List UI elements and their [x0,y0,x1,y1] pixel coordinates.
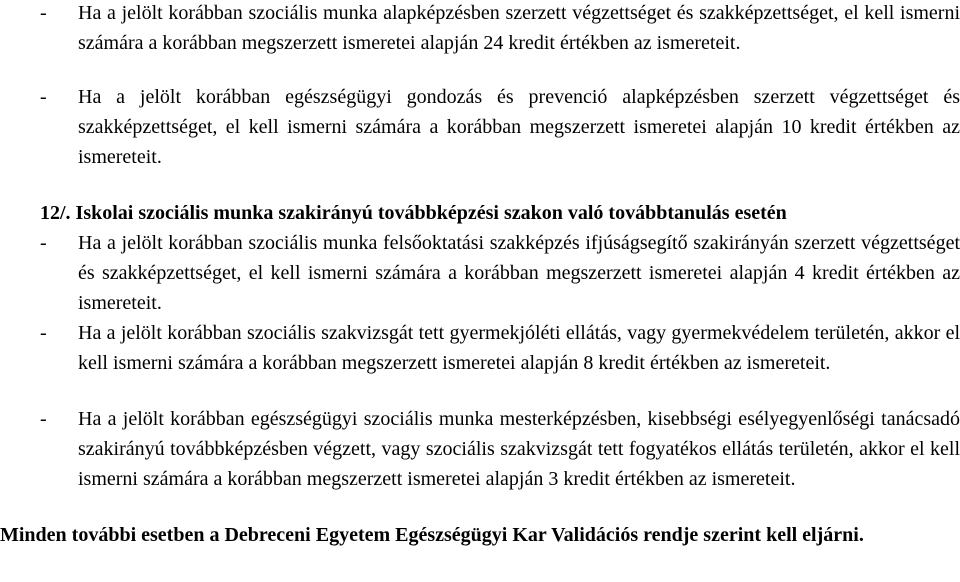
list-item-text: Ha a jelölt korábban szociális munka alapképzésben szerzett végzettséget és szakképzettséget, el kell ismerni számára a korábban megszerzett ismeretei alapján 24 kredit értékben az ismereteit. [78,2,960,54]
list-dash: - [40,86,47,108]
list-item-text: Ha a jelölt korábban szociális szakvizsgát tett gyermekjóléti ellátás, vagy gyermekvédelem területén, akkor el kell ismerni számára a korábban megszerzett ismeretei alapján 8 kredit értékben az ismereteit. [78,322,960,374]
list-item [40,0,960,58]
list-item [40,82,960,172]
list-dash: - [40,2,47,24]
list-item-text: Ha a jelölt korábban egészségügyi szociális munka mesterképzésben, kisebbségi esélyegyenlőségi tanácsadó szakirányú továbbképzésben végzett, vagy szociális szakvizsgát tett fogyatékos ellátás területén, akkor el kell ismerni számára a korábban megszerzett ismeretei alapján 3 kredit értékben az ismereteit. [78,408,960,490]
list-item [40,228,960,318]
list-item-text: Ha a jelölt korábban egészségügyi gondozás és prevenció alapképzésben szerzett végzettséget és szakképzettséget, el kell ismerni számára a korábban megszerzett ismeretei alapján 10 kredit értékben az ismereteit. [78,86,960,168]
list-item [40,404,960,494]
list-item [40,318,960,378]
closing-statement: Minden további esetben a Debreceni Egyetem Egészségügyi Kar Validációs rendje szerint kell eljárni. [0,524,864,546]
list-dash: - [40,408,47,430]
list-dash: - [40,322,47,344]
section-heading: 12/. Iskolai szociális munka szakirányú továbbképzési szakon való továbbtanulás esetén [40,202,787,224]
list-item-text: Ha a jelölt korábban szociális munka felsőoktatási szakképzés ifjúságsegítő szakirányán szerzett végzettséget és szakképzettséget, el kell ismerni számára a korábban megszerzett ismeretei alapján 4 kredit értékben az ismereteit. [78,232,960,314]
list-dash: - [40,232,47,254]
